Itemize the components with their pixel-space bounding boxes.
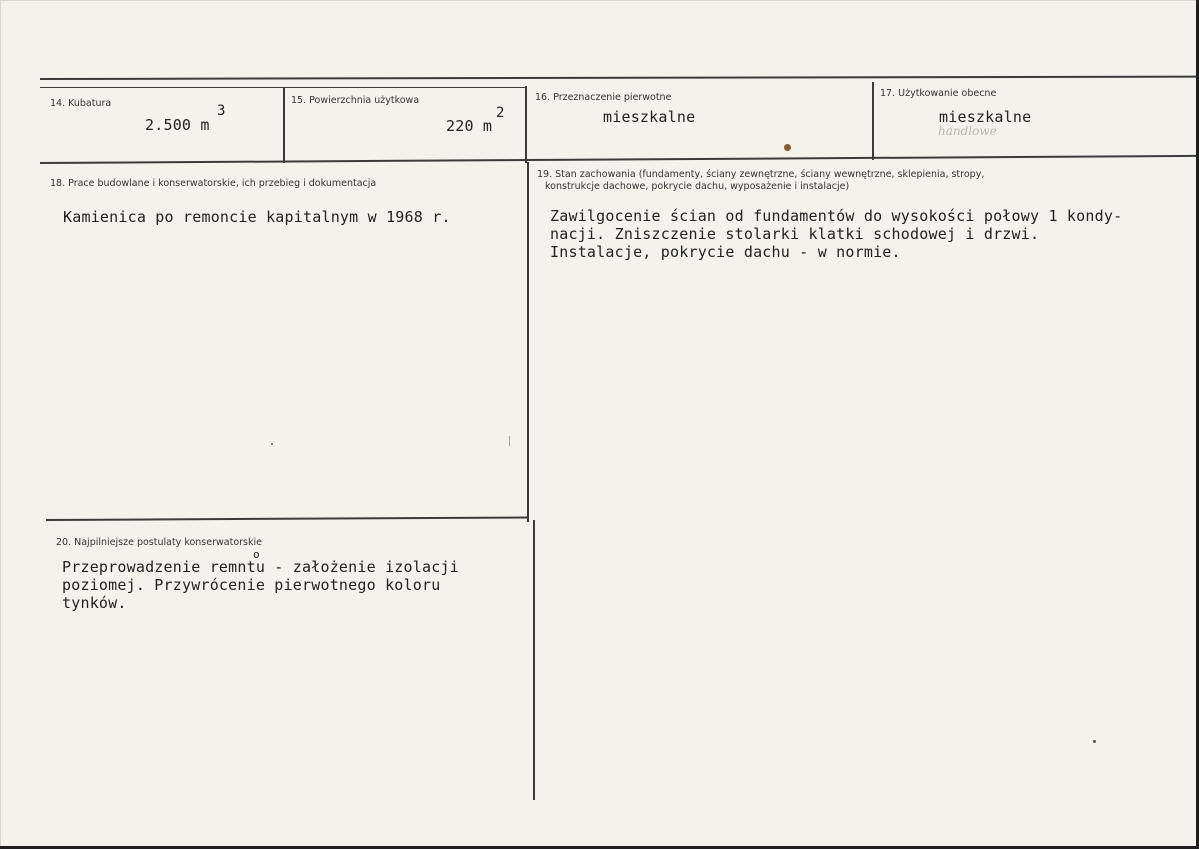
divider-18-19 <box>527 162 529 522</box>
field-14-label: 14. Kubatura <box>50 98 112 109</box>
ink-speck <box>784 144 791 151</box>
field-19-line-3: Instalacje, pokrycie dachu - w normie. <box>550 243 901 261</box>
field-15-unit-exponent: 2 <box>496 105 505 121</box>
field-19-line-1: Zawilgocenie ścian od fundamentów do wysokości połowy 1 kondy- <box>550 207 1123 225</box>
divider-15-16 <box>525 86 527 163</box>
field-20-label: 20. Najpilniejsze postulaty konserwatorskie <box>56 537 262 548</box>
ink-speck <box>271 443 273 445</box>
divider-16-17 <box>872 82 874 160</box>
field-20-line-2: poziomej. Przywrócenie pierwotnego koloru <box>62 576 441 594</box>
field-16-value: mieszkalne <box>603 108 696 126</box>
field-19-label-line-2: konstrukcje dachowe, pokrycie dachu, wyposażenie i instalacje) <box>545 181 850 192</box>
divider-20-19 <box>533 520 535 800</box>
ink-speck <box>509 436 510 446</box>
field-19-label-line-1: 19. Stan zachowania (fundamenty, ściany zewnętrzne, ściany wewnętrzne, sklepienia, stropy, <box>537 169 985 180</box>
field-14-unit-exponent: 3 <box>217 103 226 119</box>
field-18-line-1: Kamienica po remoncie kapitalnym w 1968 r. <box>63 208 451 226</box>
divider-14-15 <box>283 87 285 163</box>
field-16-label: 16. Przeznaczenie pierwotne <box>535 92 672 103</box>
top-row-rule <box>40 76 1198 80</box>
field-17-label: 17. Użytkowanie obecne <box>880 88 997 99</box>
field-20-line-3: tynków. <box>62 594 127 612</box>
field-15-value: 220 m <box>446 117 493 135</box>
field-20-line-1: Przeprowadzenie remntu - założenie izolacji <box>62 558 459 576</box>
ink-speck <box>1093 740 1096 743</box>
field-15-label: 15. Powierzchnia użytkowa <box>291 95 420 106</box>
second-row-rule <box>40 155 1198 164</box>
field-19-line-2: nacji. Zniszczenie stolarki klatki schodowej i drzwi. <box>550 225 1040 243</box>
field-14-value: 2.500 m <box>145 116 210 134</box>
field-20-insert-mark: o <box>253 548 260 561</box>
section-20-rule <box>46 516 529 521</box>
field-17-value: mieszkalne <box>939 108 1032 126</box>
field-18-label: 18. Prace budowlane i konserwatorskie, ich przebieg i dokumentacja <box>50 178 377 189</box>
field-17-pencil-note: handlowe <box>938 124 997 138</box>
